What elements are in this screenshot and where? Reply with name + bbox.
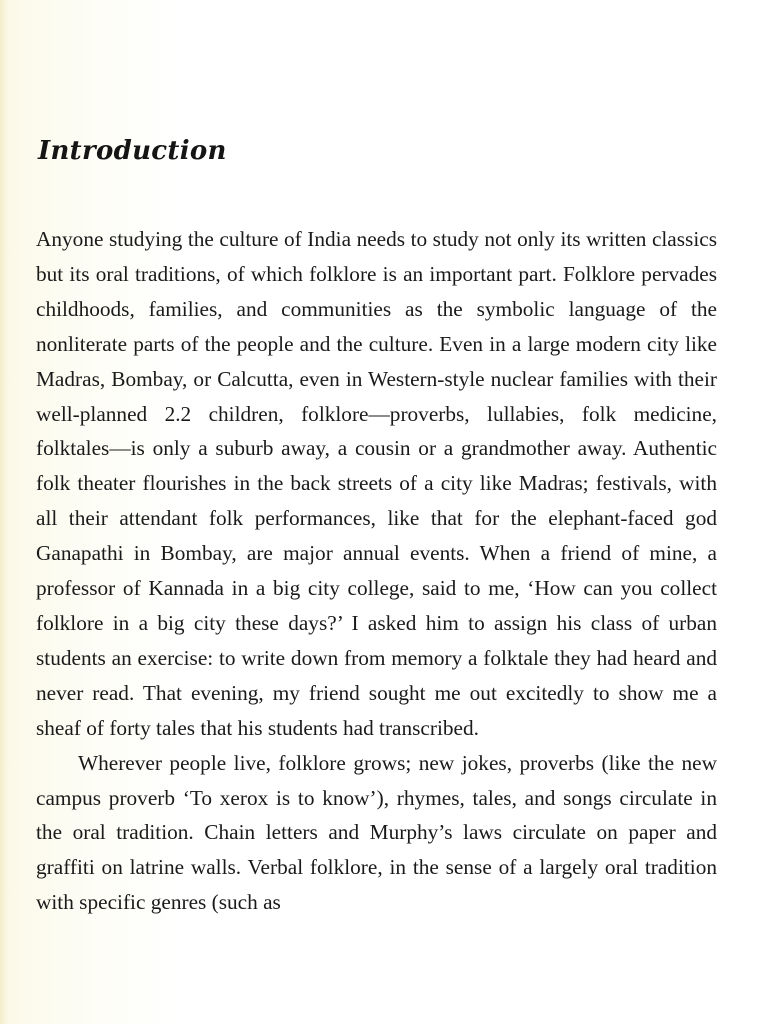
page-binding-shadow [0,0,8,1024]
body-text [36,222,717,920]
chapter-heading: Introduction [38,136,227,166]
paragraph-1: Anyone studying the culture of India needs to study not only its written classics but its oral traditions, of which folklore is an important part. Folklore pervades childhoods, families, and communities as the symbolic language of the nonliterate parts of the people and the culture. Even in a large modern city like Madras, Bombay, or Calcutta, even in Western-style nuclear families with their well-planned 2.2 children, folklore—proverbs, lullabies, folk medicine, folktales—is only a suburb away, a cousin or a grandmother away. Authentic folk theater flourishes in the back streets of a city like Madras; festivals, with all their attendant folk performances, like that for the elephant-faced god Ganapathi in Bombay, are major annual events. When a friend of mine, a professor of Kannada in a big city college, said to me, ‘How can you collect folklore in a big city these days?’ I asked him to assign his class of urban students an exercise: to write down from memory a folktale they had heard and never read. That evening, my friend sought me out excitedly to show me a sheaf of forty tales that his students had transcribed. [36,227,717,740]
paragraph-2: Wherever people live, folklore grows; new jokes, proverbs (like the new campus proverb ‘To xerox is to know’), rhymes, tales, and songs circulate in the oral tradition. Chain letters and Murphy’s laws circulate on paper and graffiti on latrine walls. Verbal folklore, in the sense of a largely oral tradition with specific genres (such as [36,750,717,915]
